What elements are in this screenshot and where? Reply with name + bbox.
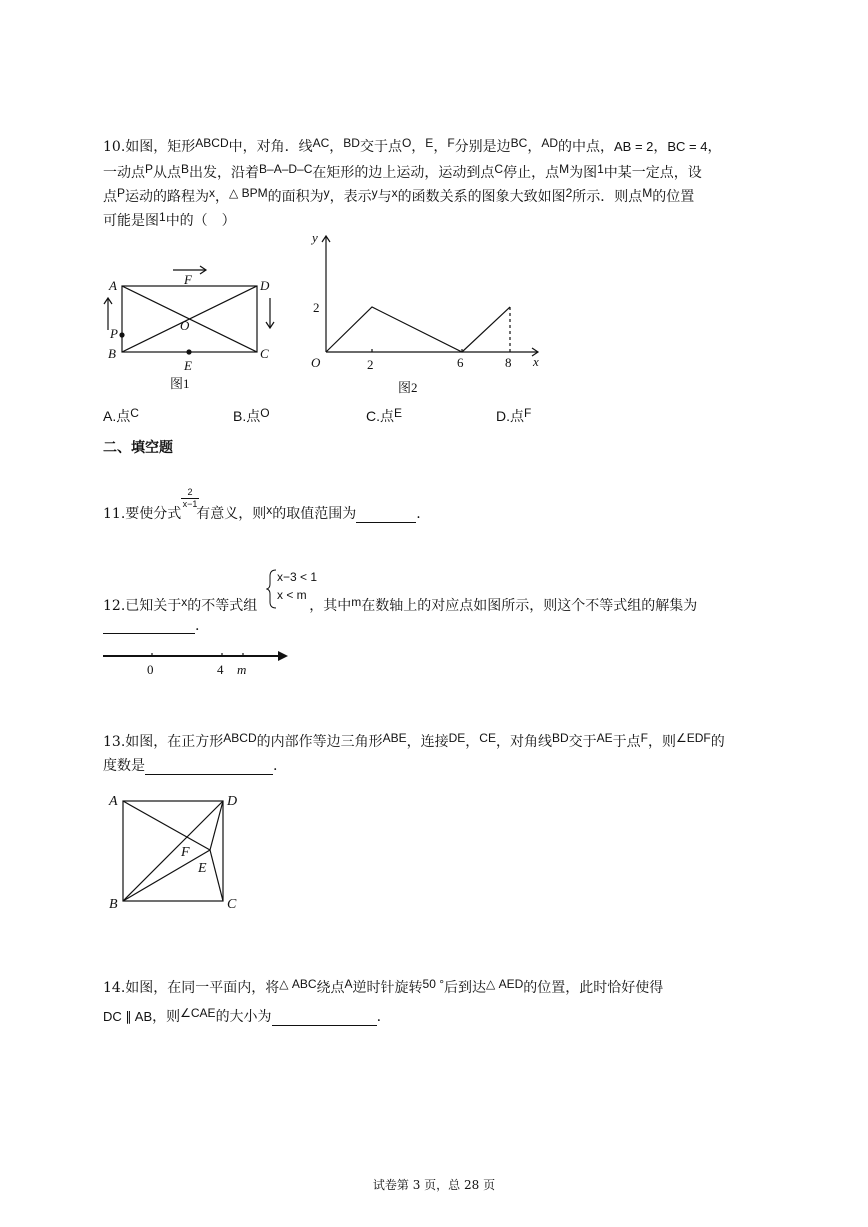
label-b: B: [109, 897, 118, 912]
q10-line3: 点P运动的路程为x，△ BPM的面积为y，表示y与x的函数关系的图象大致如图2所示．则点M的位置: [103, 186, 695, 205]
label-f: F: [181, 845, 190, 860]
x-tick-8: 8: [505, 355, 512, 370]
q12-text: 12.已知关于x的不等式组 ，其中m在数轴上的对应点如图所示，则这个不等式组的解集为: [103, 595, 698, 614]
q12-number-line: [100, 645, 295, 680]
label-a: A: [109, 278, 117, 293]
label-f: F: [184, 272, 192, 287]
point-e: [186, 349, 191, 354]
q10-line2: 一动点P从点B出发，沿着B–A–D–C在矩形的边上运动，运动到点C停止，点M为图1中某一定点，设: [103, 162, 702, 181]
x-axis-label: x: [533, 354, 539, 369]
tick-0: 0: [147, 662, 154, 677]
origin-label: O: [311, 355, 321, 370]
label-e: E: [184, 358, 192, 373]
tick-m: m: [237, 662, 247, 677]
option-c[interactable]: C.点E: [366, 406, 403, 424]
segment-de: [210, 801, 223, 850]
q13-line2: 度数是 .: [103, 758, 278, 774]
option-a[interactable]: A.点C: [103, 406, 139, 424]
q10-figure2: [300, 228, 550, 398]
q12-system: x−3 < 1 x < m: [277, 570, 318, 602]
label-c: C: [260, 346, 269, 361]
q10-line1: 10.如图，矩形ABCD中，对角．线AC，BD交于点O，E，F分别是边BC，AD的中点，AB = 2，BC = 4，: [103, 136, 722, 155]
tick-4: 4: [217, 662, 224, 677]
q13-figure: [100, 788, 250, 916]
figure2-caption: 图2: [398, 380, 418, 395]
q10-figure1: [100, 258, 290, 398]
graph-polyline: [326, 307, 510, 352]
option-b[interactable]: B.点O: [233, 406, 270, 424]
label-a: A: [109, 794, 118, 809]
label-b: B: [108, 346, 116, 361]
q13-answer-blank[interactable]: [145, 760, 273, 775]
label-p: P: [110, 326, 118, 341]
y-axis-label: y: [312, 230, 318, 245]
figure1-caption: 图1: [170, 376, 190, 391]
label-o: O: [180, 318, 190, 333]
x-tick-2: 2: [367, 357, 374, 372]
point-p: [119, 332, 124, 337]
q14-answer-blank[interactable]: [272, 1011, 377, 1026]
y-tick-2: 2: [313, 300, 320, 315]
q11-text: 11.要使分式 有意义，则x的取值范围为 .: [103, 503, 421, 522]
q12-line2: .: [103, 618, 199, 634]
segment-ce: [210, 850, 223, 901]
page-footer: 试卷第 3 页，总 28 页: [372, 1178, 496, 1192]
q14-line2: DC ∥ AB，则∠CAE的大小为 .: [103, 1006, 382, 1025]
q14-line1: 14.如图，在同一平面内，将△ ABC绕点A逆时针旋转50 °后到达△ AED的位置，此时恰好使得: [103, 977, 664, 996]
label-d: D: [260, 278, 270, 293]
q11-answer-blank[interactable]: [356, 508, 416, 523]
q12-answer-blank[interactable]: [103, 619, 195, 634]
label-c: C: [227, 897, 237, 912]
x-tick-6: 6: [457, 355, 464, 370]
q11-fraction: $\frac{2}{x-1}$: [182, 487, 198, 509]
segment-ae: [123, 801, 210, 850]
label-d: D: [227, 794, 238, 809]
q13-line1: 13.如图，在正方形ABCD的内部作等边三角形ABE，连接DE，CE，对角线BD交于AE于点F，则∠EDF的: [103, 731, 725, 750]
q10-line4: 可能是图1中的（ ）: [103, 210, 236, 229]
section-heading: 二、填空题: [103, 440, 173, 456]
option-d[interactable]: D.点F: [496, 406, 532, 424]
label-e: E: [198, 861, 207, 876]
